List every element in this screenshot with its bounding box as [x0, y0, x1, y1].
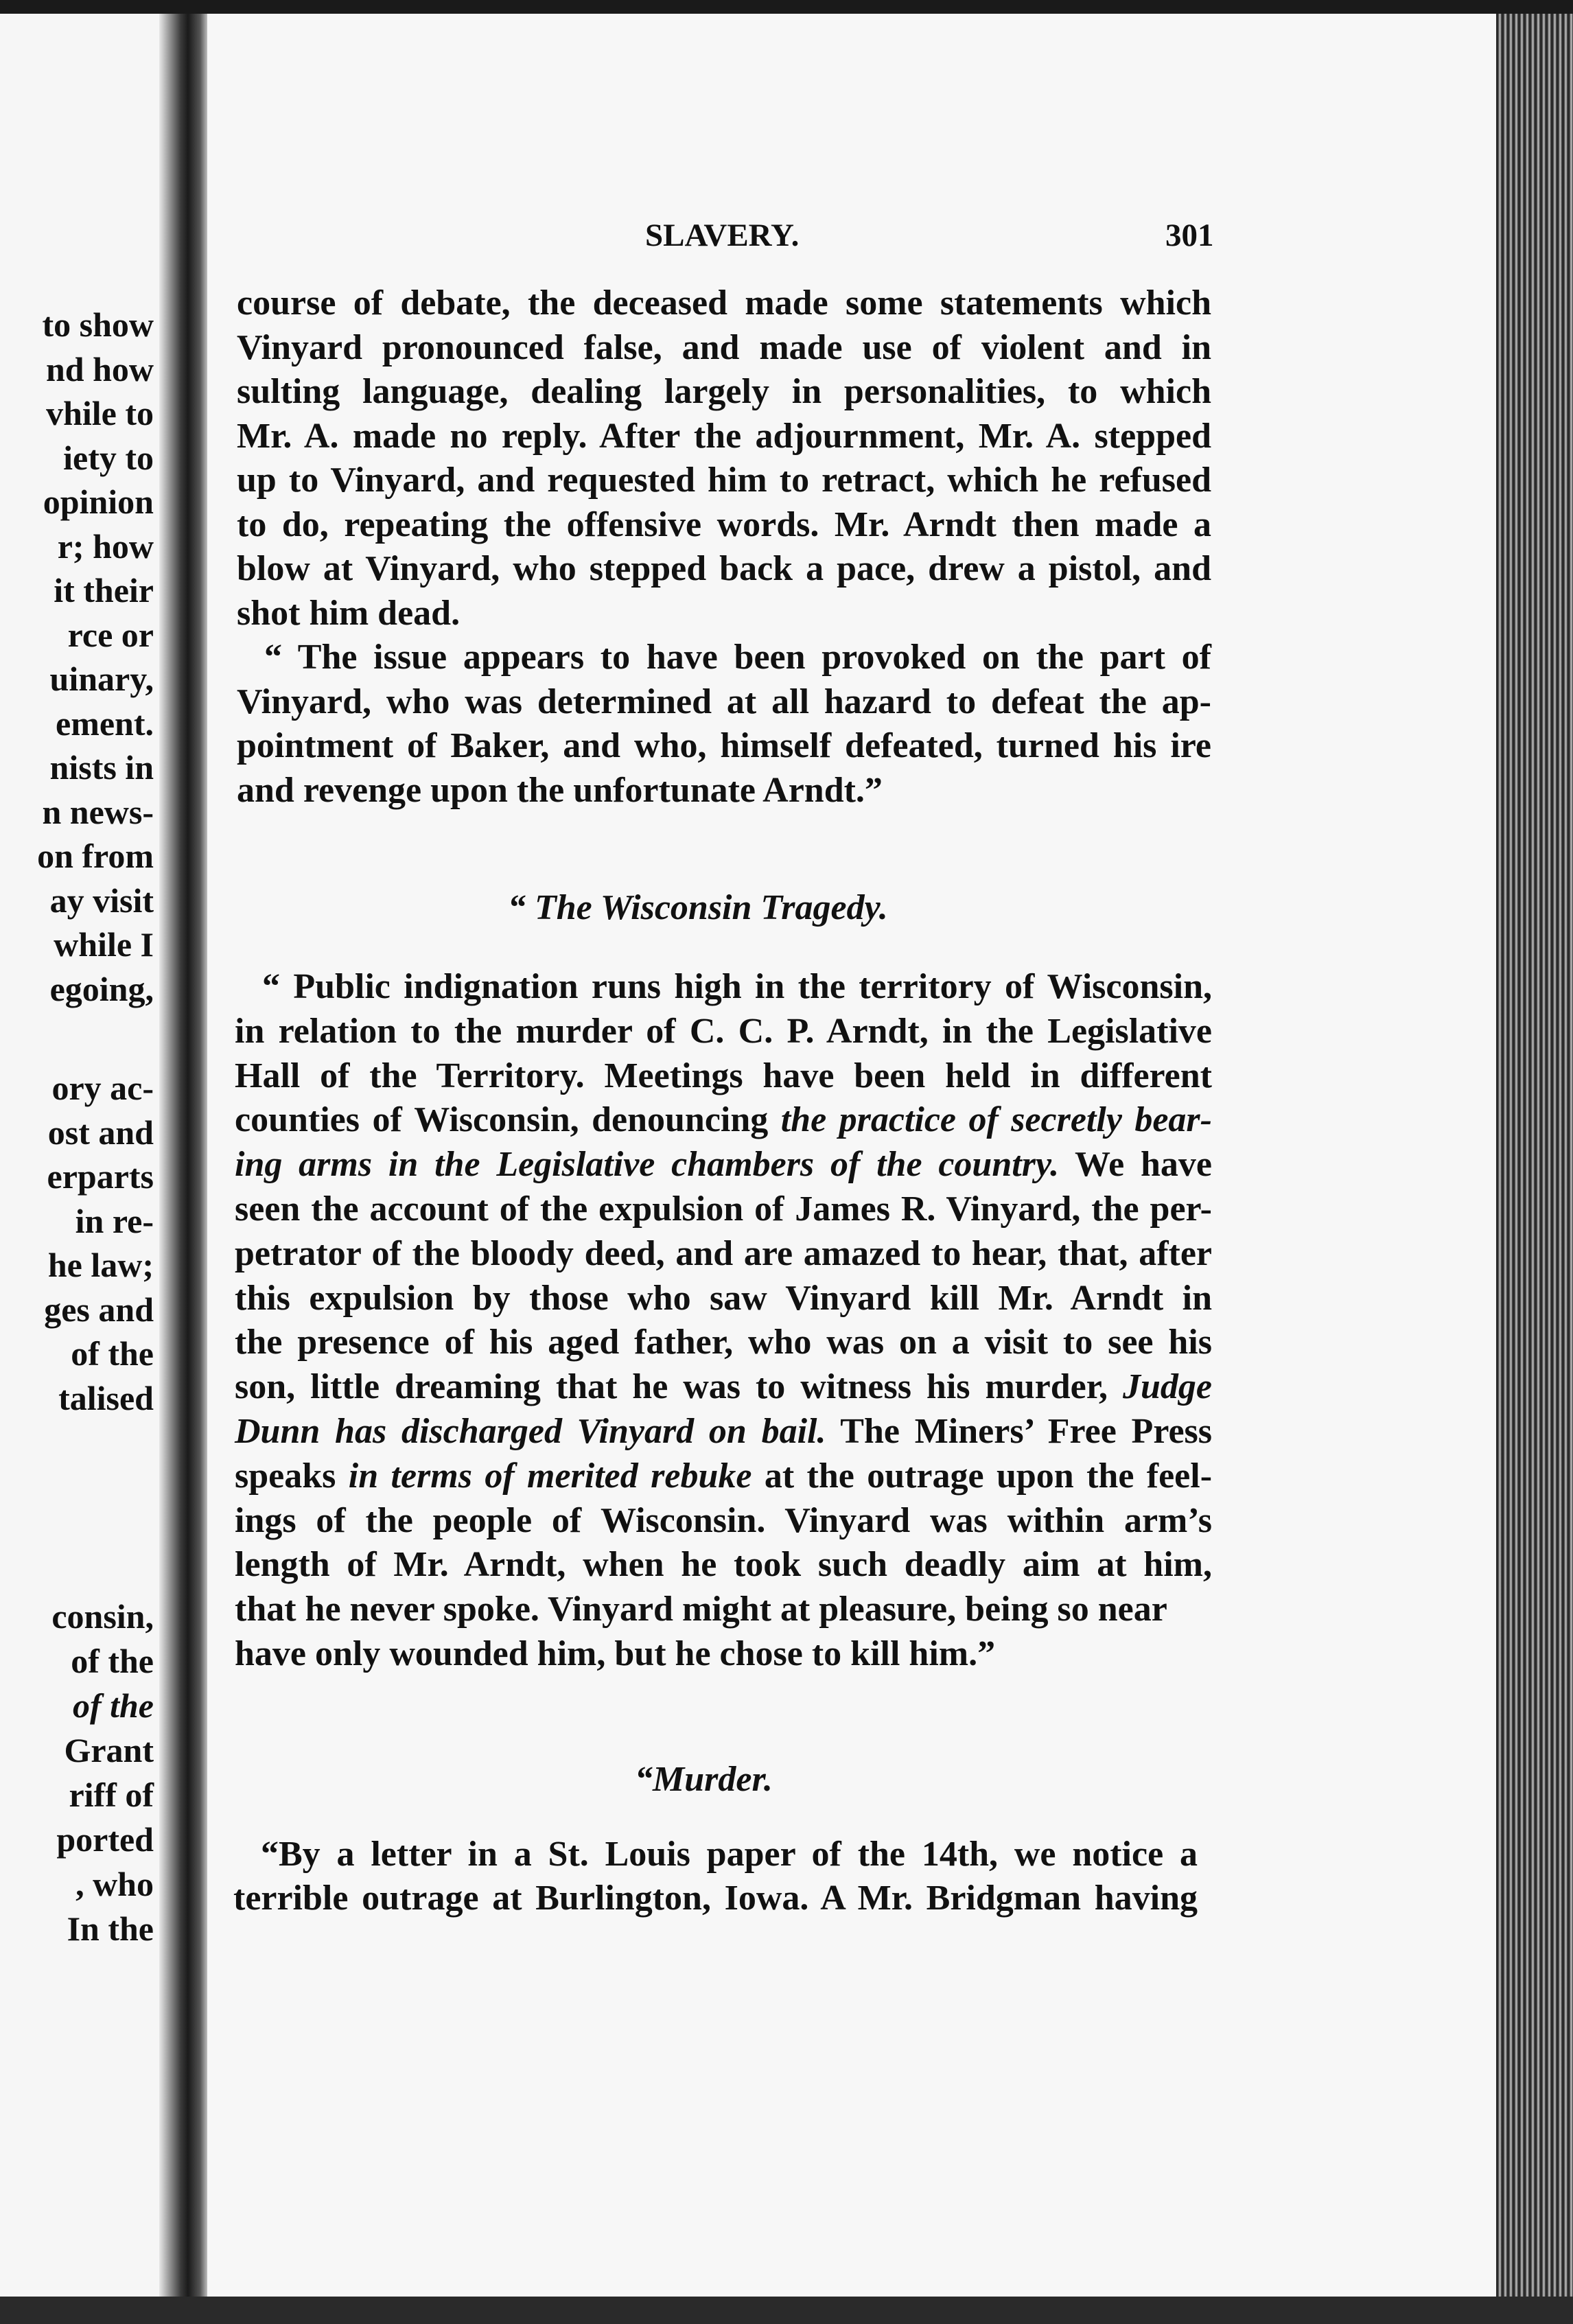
text-line: ing arms in the Legislative chambers of the country. We have [235, 1145, 1213, 1185]
opening-quote: “ [508, 888, 526, 927]
text-line: seen the account of the expulsion of James R. Vinyard, the per- [235, 1189, 1212, 1229]
facing-page-line: while I [54, 925, 154, 964]
text-line: and revenge upon the unfortunate Arndt.” [237, 770, 883, 810]
text-line: this expulsion by those who saw Vinyard kill Mr. Arndt in [235, 1278, 1212, 1318]
text-line: up to Vinyard, and requested him to retract, which he refused [237, 461, 1211, 500]
page-number: 301 [1165, 218, 1214, 253]
facing-page-line: uinary, [49, 660, 154, 698]
text-line: terrible outrage at Burlington, Iowa. A Mr. Bridgman having [233, 1879, 1198, 1918]
text-line: that he never spoke. Vinyard might at pleasure, being so near [235, 1590, 1167, 1629]
facing-page-line: ost and [47, 1113, 154, 1152]
facing-page-line: egoing, [49, 969, 154, 1008]
facing-page-line: r; how [57, 526, 154, 566]
facing-page-line: talised [58, 1378, 154, 1417]
facing-page-line: vhile to [46, 394, 154, 432]
facing-page [0, 14, 159, 2297]
facing-page-line: nd how [45, 349, 154, 388]
heading-text: The Wisconsin Tragedy. [535, 888, 888, 927]
text-line: son, little dreaming that he was to witness his murder, Judge [235, 1367, 1212, 1407]
facing-page-line: ory ac- [51, 1069, 154, 1107]
text-line: “ The issue appears to have been provoked on the part of [264, 638, 1211, 677]
paragraph-murder [233, 1833, 1198, 1920]
facing-page-line: ges and [44, 1290, 154, 1329]
facing-page-line: Grant [64, 1731, 154, 1769]
facing-page-line: of the [71, 1334, 154, 1373]
facing-page-line: erparts [47, 1157, 154, 1196]
paragraph-wisconsin [235, 965, 1212, 1677]
scan-border [0, 2297, 1573, 2324]
facing-page-line: iety to [63, 438, 154, 477]
text-line: blow at Vinyard, who stepped back a pace, drew a pistol, and [237, 549, 1211, 588]
book-gutter [159, 14, 207, 2297]
text-line: ings of the people of Wisconsin. Vinyard was within arm’s [235, 1500, 1212, 1540]
text-line: in relation to the murder of C. C. P. Arndt, in the Legislative [235, 1011, 1212, 1051]
facing-page-line: he law; [47, 1246, 154, 1284]
text-line: Vinyard, who was determined at all hazard to defeat the ap- [237, 682, 1211, 721]
text-line: counties of Wisconsin, denouncing the practice of secretly bear- [235, 1100, 1212, 1140]
facing-page-line: in re- [75, 1201, 154, 1240]
facing-page-line: of the [71, 1642, 154, 1680]
facing-page-line: nists in [49, 748, 154, 787]
text-line: have only wounded him, but he chose to kill him.” [235, 1634, 996, 1673]
running-head: SLAVERY. [645, 218, 800, 253]
facing-page-line: it their [54, 571, 154, 609]
facing-page-line: n news- [42, 792, 154, 831]
text-line: pointment of Baker, and who, himself defeated, turned his ire [237, 726, 1211, 765]
section-heading-wisconsin-tragedy [508, 884, 888, 932]
text-line: Dunn has discharged Vinyard on bail. The Miners’ Free Press [235, 1411, 1213, 1451]
text-line: speaks in terms of merited rebuke at the outrage upon the feel- [235, 1456, 1213, 1496]
text-line: petrator of the bloody deed, and are amazed to hear, that, after [235, 1233, 1212, 1273]
facing-page-line: of the [72, 1686, 154, 1725]
facing-page-line: opinion [43, 483, 154, 521]
facing-page-line: to show [42, 305, 154, 344]
facing-page-line: In the [67, 1909, 154, 1948]
text-line: Vinyard pronounced false, and made use of violent and in [237, 327, 1211, 367]
facing-page-line: ported [56, 1820, 154, 1859]
text-line: the presence of his aged father, who was on a visit to see his [235, 1323, 1212, 1362]
text-line: course of debate, the deceased made some statements which [237, 283, 1211, 323]
paragraph-continuation [237, 281, 1211, 636]
text-line: “ Public indignation runs high in the territory of Wisconsin, [262, 967, 1212, 1006]
text-line: to do, repeating the offensive words. Mr. Arndt then made a [237, 504, 1211, 544]
facing-page-line: , who [75, 1865, 154, 1903]
facing-page-line: consin, [51, 1597, 154, 1636]
facing-page-line: ay visit [49, 881, 154, 920]
section-heading-murder: “Murder. [635, 1760, 773, 1799]
text-line: Hall of the Territory. Meetings have been held in different [235, 1056, 1212, 1095]
facing-page-line: on from [37, 837, 154, 875]
page-edges [1496, 14, 1573, 2297]
text-line: length of Mr. Arndt, when he took such deadly aim at him, [235, 1545, 1212, 1585]
facing-page-line: rce or [67, 615, 154, 654]
text-line: “By a letter in a St. Louis paper of the 14th, we notice a [261, 1835, 1198, 1874]
text-line: shot him dead. [237, 593, 461, 633]
facing-page-line: riff of [69, 1776, 154, 1814]
text-line: sulting language, dealing largely in personalities, to which [237, 372, 1211, 411]
text-line: Mr. A. made no reply. After the adjournment, Mr. A. stepped [237, 416, 1211, 456]
facing-page-line: ement. [56, 704, 154, 743]
paragraph-issue [237, 636, 1211, 813]
